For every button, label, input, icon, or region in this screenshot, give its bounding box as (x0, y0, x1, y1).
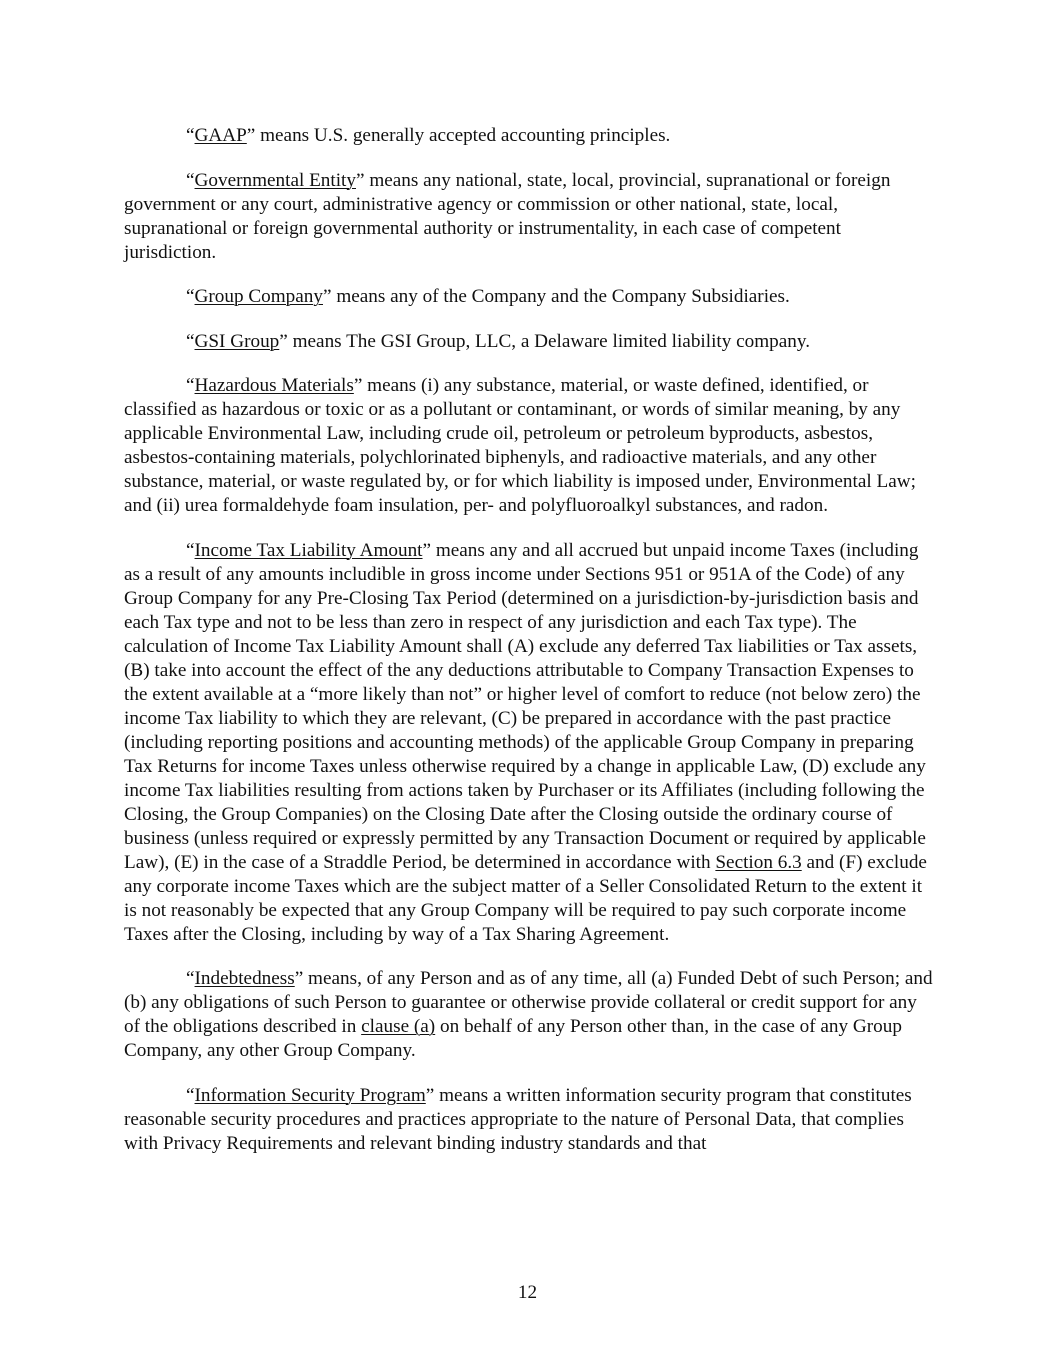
cross-reference-section-6-3: Section 6.3 (715, 851, 802, 873)
page-number: 12 (517, 1282, 538, 1303)
close-quote: ” (279, 330, 288, 352)
definition-text: means any national, state, local, provincial, supranational or foreign government or any court, administrative agency or commission or other national, state, local, supranational or foreign governmental authority or instrumentality, in each case of competent jurisdiction. (124, 169, 891, 263)
open-quote: “ (186, 125, 195, 146)
definition-gsi-group (124, 330, 934, 354)
open-quote: “ (186, 539, 195, 561)
definition-hazardous-materials (124, 374, 934, 518)
open-quote: “ (186, 286, 195, 307)
open-quote: “ (186, 169, 195, 191)
definition-income-tax-liability-amount (124, 539, 934, 947)
definition-text: means any of the Company and the Company Subsidiaries. (331, 286, 790, 307)
defined-term: Group Company (194, 286, 323, 307)
definition-text: means The GSI Group, LLC, a Delaware limited liability company. (287, 330, 811, 352)
open-quote: “ (186, 330, 195, 352)
close-quote: ” (425, 1084, 435, 1106)
open-quote: “ (186, 375, 195, 396)
defined-term: Indebtedness (194, 968, 295, 989)
close-quote: ” (422, 539, 432, 561)
close-quote: ” (353, 375, 363, 396)
close-quote: ” (356, 169, 365, 191)
defined-term: GSI Group (194, 330, 280, 352)
open-quote: “ (186, 1084, 195, 1106)
defined-term: Income Tax Liability Amount (194, 539, 423, 561)
defined-term: Governmental Entity (194, 169, 356, 191)
definition-group-company (124, 285, 934, 309)
defined-term: GAAP (194, 125, 247, 146)
defined-term: Hazardous Materials (194, 375, 354, 396)
close-quote: ” (322, 286, 332, 307)
close-quote: ” (246, 125, 256, 146)
definition-text: means U.S. generally accepted accounting principles. (255, 125, 671, 146)
definition-text: means, of any Person and as of any time, all (a) Funded Debt of such Person; and (b) any obligations of such Person to guarantee or otherwise provide collateral or credit support for any of the obligations described in (124, 968, 933, 1037)
defined-term: Information Security Program (194, 1084, 426, 1106)
open-quote: “ (186, 968, 195, 989)
close-quote: ” (294, 968, 304, 989)
definition-text: means any and all accrued but unpaid income Taxes (including as a result of any amounts includible in gross income under Sections 951 or 951A of the Code) of any Group Company for any Pre-Closing Tax Period (determined on a jurisdiction-by-jurisdiction basis and each Tax type and not to be less than zero in respect of any jurisdiction and each Tax type). The calculation of Income Tax Liability Amount shall (A) exclude any deferred Tax liabilities or Tax assets, (B) take into account the effect of the any deductions attributable to Company Transaction Expenses to the extent available at a “more likely than not” or higher level of comfort to reduce (not below zero) the income Tax liability to which they are relevant, (C) be prepared in accordance with the past practice (including reporting positions and accounting methods) of the applicable Group Company in preparing Tax Returns for income Taxes unless otherwise required by a change in applicable Law, (D) exclude any income Tax liabilities resulting from actions taken by Purchaser or its Affiliates (including following the Closing, the Group Companies) on the Closing Date after the Closing outside the ordinary course of business (unless required or expressly permitted by any Transaction Document or required by applicable Law), (E) in the case of a Straddle Period, be determined in accordance with (124, 539, 926, 873)
definition-indebtedness (124, 967, 934, 1063)
definition-text-continued: on behalf of any Person other than, in the case of any Group Company, any other Group Company. (124, 1016, 902, 1061)
definition-governmental-entity (124, 169, 934, 265)
definition-gaap (124, 124, 934, 148)
definition-information-security-program (124, 1084, 934, 1156)
cross-reference-clause-a: clause (a) (361, 1016, 436, 1037)
definition-text-continued: and (F) exclude any corporate income Taxes which are the subject matter of a Seller Consolidated Return to the extent it is not reasonably be expected that any Group Company will be required to pay such corporate income Taxes after the Closing, including by way of a Tax Sharing Agreement. (124, 851, 927, 945)
definition-text: means a written information security program that constitutes reasonable security procedures and practices appropriate to the nature of Personal Data, that complies with Privacy Requirements and relevant binding industry standards and that (124, 1084, 912, 1154)
definition-text: means (i) any substance, material, or waste defined, identified, or classified as hazardous or toxic or as a pollutant or contaminant, or words of similar meaning, by any applicable Environmental Law, including crude oil, petroleum or petroleum byproducts, asbestos, asbestos-containing materials, polychlorinated biphenyls, and radioactive materials, and any other substance, material, or waste regulated by, or for which liability is imposed under, Environmental Law; and (ii) urea formaldehyde foam insulation, per- and polyfluoroalkyl substances, and radon. (124, 375, 916, 516)
definitions-section (124, 124, 934, 1176)
